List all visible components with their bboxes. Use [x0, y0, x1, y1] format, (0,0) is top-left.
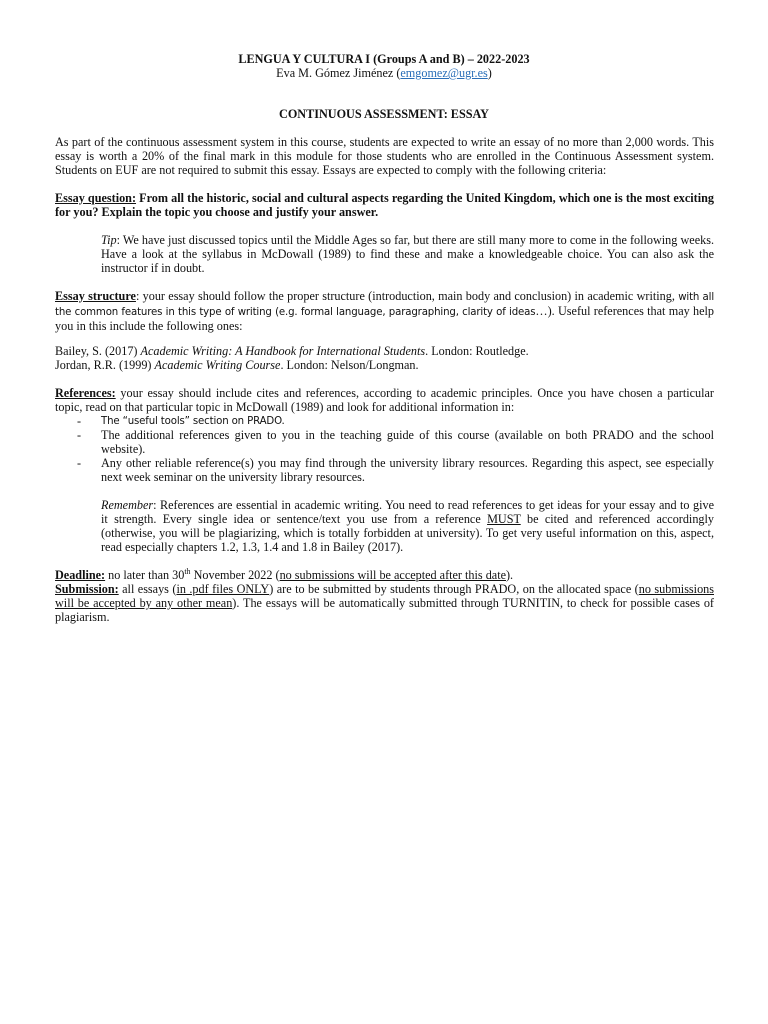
- submission-text-3: ). The essays will be automatically submitted through TURNITIN, to check for possible cases of plagiarism.: [55, 595, 714, 624]
- references-paragraph: [55, 387, 714, 415]
- document-title: LENGUA Y CULTURA I (Groups A and B) – 2022-2023: [238, 52, 530, 66]
- deadline-text-1: no later than 30: [105, 568, 185, 582]
- tip-paragraph: [101, 234, 714, 276]
- reference-2: [55, 359, 714, 373]
- list-dash: -: [77, 456, 82, 470]
- essay-question-label: Essay question:: [55, 191, 137, 205]
- essay-structure-label: Essay structure: [55, 289, 136, 303]
- submission-note: no submissions will be accepted by any other mean: [55, 582, 714, 610]
- references-label: References:: [55, 386, 116, 400]
- list-item-text: Any other reliable reference(s) you may find through the university library resources. Regarding this aspect, see especially next week seminar on the university library resources.: [101, 456, 714, 484]
- remember-must: MUST: [487, 511, 521, 526]
- reference-1-title: Academic Writing: A Handbook for International Students: [140, 344, 426, 358]
- reference-1-publisher: . London: Routledge.: [425, 344, 529, 358]
- reference-2-publisher: . London: Nelson/Longman.: [280, 358, 419, 372]
- deadline-note: no submissions will be accepted after this date: [279, 568, 506, 582]
- author-line: [0, 67, 768, 81]
- deadline-label: Deadline:: [55, 568, 106, 582]
- essay-structure-text-1: : your essay should follow the proper structure (introduction, main body and conclusion) in academic writing,: [135, 289, 675, 303]
- remember-text-1: : References are essential in academic writing. You need to read references to get ideas for your essay and to give it strength. Every single idea or sentence/text you use from a reference: [101, 498, 714, 526]
- remember-paragraph: [101, 499, 714, 555]
- deadline-line: [55, 566, 714, 583]
- essay-structure-paragraph: [55, 290, 714, 334]
- reference-2-author: Jordan, R.R. (1999): [55, 358, 155, 372]
- essay-question: [55, 192, 714, 220]
- submission-label: Submission:: [55, 582, 119, 596]
- list-dash: -: [77, 428, 82, 442]
- essay-question-text: From all the historic, social and cultural aspects regarding the United Kingdom, which one is the most exciting for you? Explain the topic you choose and justify your answer.: [55, 191, 714, 219]
- reference-1-author: Bailey, S. (2017): [55, 344, 141, 358]
- submission-text-2: ) are to be submitted by students through PRADO, on the allocated space (: [269, 582, 639, 596]
- tip-text: : We have just discussed topics until the Middle Ages so far, but there are still many more to come in the following weeks. Have a look at the syllabus in McDowall (1989) to find these and make a knowledgeable choice. You can also ask the instructor if in doubt.: [101, 233, 714, 275]
- section-heading: CONTINUOUS ASSESSMENT: ESSAY: [279, 107, 489, 121]
- essay-structure-text-2: with all the common features in this type of writing (e.g. formal language, paragraphing, clarity of ideas: [55, 292, 715, 318]
- deadline-text-3: ).: [506, 568, 514, 582]
- list-item-text: The “useful tools” section on PRADO.: [101, 416, 285, 427]
- intro-paragraph: As part of the continuous assessment system in this course, students are expected to write an essay of no more than 2,000 words. This essay is worth a 20% of the final mark in this module for those students who are enrolled in the Continuous Assessment system. Students on EUF are not required to submit this essay. Essays are expected to comply with the following criteria:: [55, 135, 714, 177]
- author-name: Eva M. Gómez Jiménez (: [276, 66, 401, 80]
- list-dash: -: [77, 414, 82, 428]
- submission-paragraph: [55, 583, 714, 625]
- deadline-text-2: November 2022 (: [190, 568, 280, 582]
- list-item-text: The additional references given to you in the teaching guide of this course (available on both PRADO and the school website).: [101, 428, 714, 456]
- references-text: your essay should include cites and references, according to academic principles. Once you have chosen a particular topic, read on that particular topic in McDowall (1989) and look for additional information in:: [55, 386, 714, 414]
- remember-text-2: be cited and referenced accordingly (otherwise, you will be plagiarizing, which is totally forbidden at university). To get very useful information on this, aspect, read especially chapters 1.2, 1.3, 1.4 and 1.8 in Bailey (2017).: [101, 511, 714, 554]
- author-email-link[interactable]: emgomez@ugr.es: [400, 66, 488, 80]
- submission-text-1: all essays (: [118, 582, 177, 596]
- deadline-sup: th: [184, 566, 191, 576]
- remember-label: Remember: [101, 498, 154, 512]
- tip-label: Tip: [101, 233, 117, 247]
- reference-2-title: Academic Writing Course: [154, 358, 281, 372]
- author-close: ): [487, 66, 492, 80]
- reference-1: [55, 345, 714, 359]
- submission-format: in .pdf files ONLY: [176, 582, 270, 596]
- essay-structure-text-3: …). Useful references that may help you in this include the following ones:: [55, 303, 714, 333]
